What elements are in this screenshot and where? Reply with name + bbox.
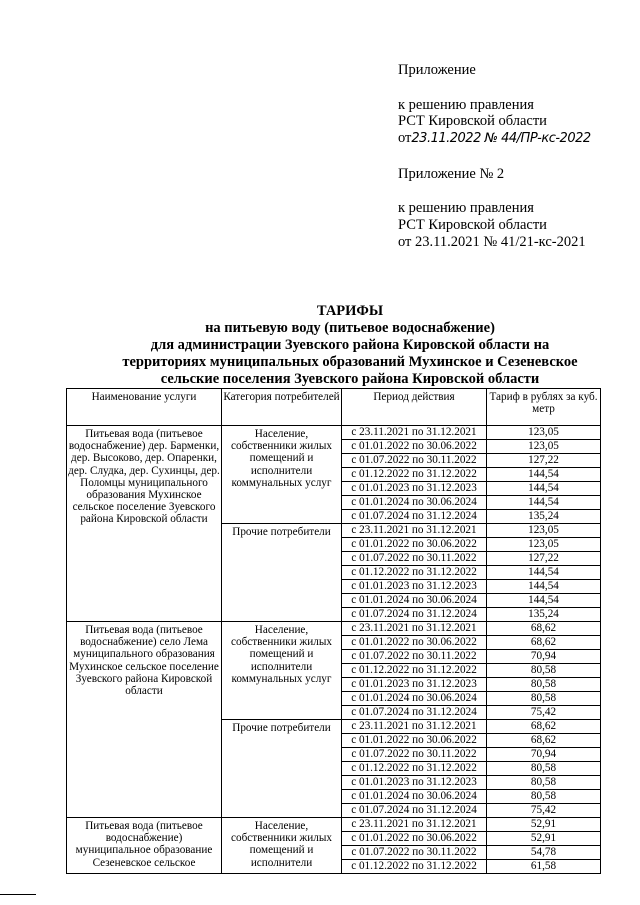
- period-cell: с 23.11.2021 по 31.12.2021: [342, 818, 487, 832]
- prior-decision-line2: РСТ Кировской области: [398, 217, 547, 233]
- tariff-cell: 80,58: [487, 678, 601, 692]
- period-cell: с 01.12.2022 по 31.12.2022: [342, 762, 487, 776]
- period-cell: с 01.01.2023 по 31.12.2023: [342, 678, 487, 692]
- period-cell: с 01.12.2022 по 31.12.2022: [342, 860, 487, 874]
- period-cell: с 01.01.2024 по 30.06.2024: [342, 496, 487, 510]
- appendix-label: Приложение: [398, 62, 476, 78]
- table-header-row: [67, 389, 601, 426]
- period-cell: с 23.11.2021 по 31.12.2021: [342, 426, 487, 440]
- consumer-category-cell: Население, собственники жилых помещений и исполнители коммунальных услуг: [222, 622, 342, 720]
- tariff-cell: 144,54: [487, 580, 601, 594]
- tariff-cell: 144,54: [487, 594, 601, 608]
- tariff-cell: 135,24: [487, 510, 601, 524]
- tariff-cell: 144,54: [487, 468, 601, 482]
- table-body: [67, 426, 601, 874]
- tariff-cell: 80,58: [487, 692, 601, 706]
- title-line1: ТАРИФЫ: [316, 303, 384, 319]
- period-cell: с 23.11.2021 по 31.12.2021: [342, 720, 487, 734]
- service-name-cell: Питьевая вода (питьевое водоснабжение) село Лема муниципального образования Мухинское сельское поселение Зуевского района Кировской области: [67, 622, 222, 818]
- period-cell: с 01.07.2024 по 31.12.2024: [342, 608, 487, 622]
- consumer-category-cell: Население, собственники жилых помещений и исполнители коммунальных услуг: [222, 426, 342, 524]
- decision-date-line: [398, 130, 591, 147]
- tariff-table: [66, 388, 601, 874]
- service-name-cell: Питьевая вода (питьевое водоснабжение) дер. Барменки, дер. Высоково, дер. Опаренки, дер. Слудка, дер. Сухинцы, дер. Поломцы муниципального образования Мухинское сельское поселение Зуевского района Кировской области: [67, 426, 222, 622]
- table-row: [67, 426, 601, 440]
- prior-decision-line3: от 23.11.2021 № 41/21-кс-2021: [398, 234, 586, 250]
- tariff-cell: 123,05: [487, 524, 601, 538]
- period-cell: с 23.11.2021 по 31.12.2021: [342, 524, 487, 538]
- tariff-cell: 75,42: [487, 804, 601, 818]
- period-cell: с 01.01.2024 по 30.06.2024: [342, 692, 487, 706]
- period-cell: с 01.01.2024 по 30.06.2024: [342, 594, 487, 608]
- period-cell: с 01.07.2022 по 30.11.2022: [342, 454, 487, 468]
- period-cell: с 01.01.2022 по 30.06.2022: [342, 440, 487, 454]
- header-period: Период действия: [342, 389, 487, 426]
- period-cell: с 01.07.2022 по 30.11.2022: [342, 748, 487, 762]
- header-tariff: Тариф в рублях за куб. метр: [487, 389, 601, 426]
- header-category: Категория потребителей: [222, 389, 342, 426]
- tariff-cell: 70,94: [487, 650, 601, 664]
- handwritten-date-signature: 23.11.2022 № 44/ПР-кс-2022: [411, 131, 591, 146]
- period-cell: с 01.01.2023 по 31.12.2023: [342, 580, 487, 594]
- period-cell: с 01.07.2022 по 30.11.2022: [342, 650, 487, 664]
- consumer-category-cell: Население, собственники жилых помещений и исполнители: [222, 818, 342, 874]
- tariff-cell: 144,54: [487, 566, 601, 580]
- title-line4: территориях муниципальных образований Мухинское и Сезеневское: [122, 354, 578, 370]
- period-cell: с 01.07.2024 по 31.12.2024: [342, 706, 487, 720]
- period-cell: с 01.07.2024 по 31.12.2024: [342, 804, 487, 818]
- period-cell: с 01.01.2023 по 31.12.2023: [342, 482, 487, 496]
- period-cell: с 23.11.2021 по 31.12.2021: [342, 622, 487, 636]
- tariff-cell: 70,94: [487, 748, 601, 762]
- decision-ref-line1: к решению правления: [398, 97, 534, 113]
- tariff-cell: 123,05: [487, 440, 601, 454]
- period-cell: с 01.07.2024 по 31.12.2024: [342, 510, 487, 524]
- tariff-cell: 75,42: [487, 706, 601, 720]
- tariff-cell: 80,58: [487, 762, 601, 776]
- decision-from-label: от: [398, 130, 412, 146]
- title-line2: на питьевую воду (питьевое водоснабжение): [205, 320, 495, 336]
- tariff-cell: 68,62: [487, 720, 601, 734]
- period-cell: с 01.01.2022 по 30.06.2022: [342, 636, 487, 650]
- tariff-cell: 80,58: [487, 776, 601, 790]
- tariff-cell: 68,62: [487, 622, 601, 636]
- period-cell: с 01.07.2022 по 30.11.2022: [342, 552, 487, 566]
- tariff-cell: 52,91: [487, 832, 601, 846]
- tariff-cell: 144,54: [487, 482, 601, 496]
- period-cell: с 01.12.2022 по 31.12.2022: [342, 566, 487, 580]
- period-cell: с 01.07.2022 по 30.11.2022: [342, 846, 487, 860]
- title-line5: сельские поселения Зуевского района Кировской области: [160, 371, 540, 387]
- title-line3: для администрации Зуевского района Кировской области на: [150, 337, 550, 353]
- tariff-cell: 52,91: [487, 818, 601, 832]
- tariff-cell: 127,22: [487, 454, 601, 468]
- appendix2-label: Приложение № 2: [398, 166, 505, 182]
- header-service: Наименование услуги: [67, 389, 222, 426]
- period-cell: с 01.01.2022 по 30.06.2022: [342, 734, 487, 748]
- table-row: [67, 818, 601, 832]
- period-cell: с 01.01.2022 по 30.06.2022: [342, 538, 487, 552]
- tariff-cell: 123,05: [487, 538, 601, 552]
- tariff-cell: 144,54: [487, 496, 601, 510]
- tariff-cell: 61,58: [487, 860, 601, 874]
- period-cell: с 01.01.2024 по 30.06.2024: [342, 790, 487, 804]
- period-cell: с 01.12.2022 по 31.12.2022: [342, 468, 487, 482]
- decision-ref-line2: РСТ Кировской области: [398, 113, 547, 129]
- tariff-cell: 54,78: [487, 846, 601, 860]
- tariff-cell: 68,62: [487, 636, 601, 650]
- tariff-cell: 68,62: [487, 734, 601, 748]
- tariff-cell: 135,24: [487, 608, 601, 622]
- tariff-cell: 80,58: [487, 664, 601, 678]
- period-cell: с 01.12.2022 по 31.12.2022: [342, 664, 487, 678]
- service-name-cell: Питьевая вода (питьевое водоснабжение) муниципальное образование Сезеневское сельское: [67, 818, 222, 874]
- margin-mark: [0, 894, 36, 895]
- tariff-cell: 127,22: [487, 552, 601, 566]
- tariff-cell: 80,58: [487, 790, 601, 804]
- period-cell: с 01.01.2023 по 31.12.2023: [342, 776, 487, 790]
- prior-decision-line1: к решению правления: [398, 200, 534, 216]
- tariff-cell: 123,05: [487, 426, 601, 440]
- consumer-category-cell: Прочие потребители: [222, 524, 342, 622]
- table-row: [67, 622, 601, 636]
- consumer-category-cell: Прочие потребители: [222, 720, 342, 818]
- period-cell: с 01.01.2022 по 30.06.2022: [342, 832, 487, 846]
